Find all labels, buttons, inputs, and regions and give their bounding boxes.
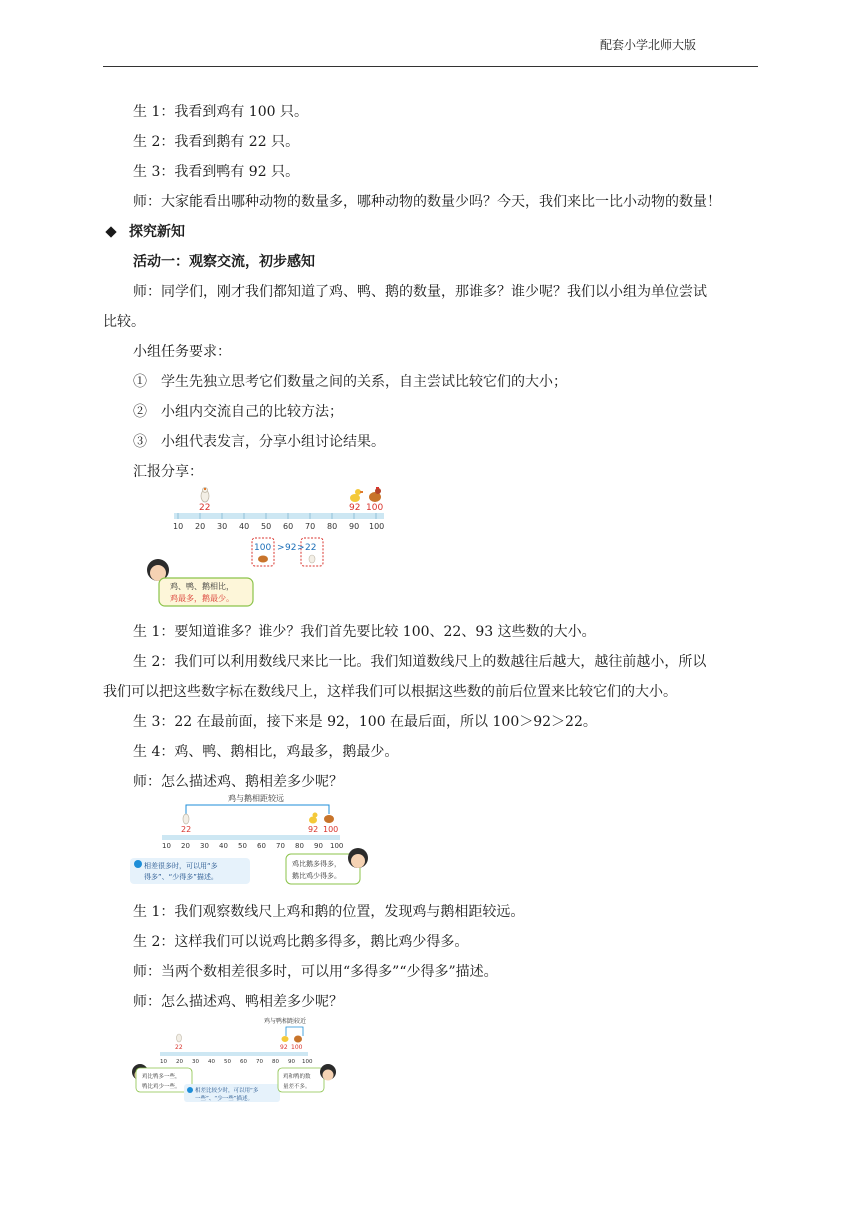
chicken-icon [258,556,268,563]
tick-label: 30 [200,842,209,850]
list-item: ① 学生先独立思考它们数量之间的关系，自主尝试比较它们的大小； [133,374,567,390]
note-icon [134,860,142,868]
goose-icon [177,1034,182,1042]
note-text: 一些”、“少一些”描述。 [195,1096,254,1102]
bubble-text: 鸭比鸡少一些。 [142,1084,181,1090]
tick-label: 40 [219,842,228,850]
tick-label: 100 [330,842,344,850]
tick-label: 50 [224,1059,231,1065]
paragraph: 师：当两个数相差很多时，可以用“多得多”“少得多”描述。 [133,964,498,980]
mark-label: 22 [199,503,211,513]
chicken-icon [294,1036,302,1043]
section-title: 探究新知 [129,224,185,240]
note-text: 相差很多时，可以用“多 [144,862,218,870]
bubble-text: 鸡最多，鹅最少。 [170,594,234,603]
bubble-text: 鸡比鸭多一些， [142,1074,181,1080]
duck-icon [309,813,318,824]
paragraph: 生 2：这样我们可以说鸡比鹅多得多，鹅比鸡少得多。 [133,934,469,950]
paragraph: 生 2：我们可以利用数线尺来比一比。我们知道数线尺上的数越往后越大，越往前越小，所以 [133,654,707,670]
mark-label: 22 [181,825,192,834]
tick-label: 60 [257,842,266,850]
paragraph: 师：怎么描述鸡、鹅相差多少呢？ [133,774,343,790]
note-icon [187,1087,193,1093]
number-line-figure-2 [126,792,382,888]
paragraph: 我们可以把这些数字标在数线尺上，这样我们可以根据这些数的前后位置来比较它们的大小。 [103,684,677,700]
tick-label: 50 [238,842,247,850]
number-line-figure-3 [132,1014,336,1102]
tick-label: 100 [302,1059,313,1065]
list-item: ② 小组内交流自己的比较方法； [133,404,343,420]
list-item: ③ 小组代表发言，分享小组讨论结果。 [133,434,385,450]
child-avatar [348,848,368,868]
figure-title: 鸡与鹅相距较远 [228,794,284,803]
tick-label: 80 [327,522,338,531]
tick-label: 10 [173,522,184,531]
mark-label: 100 [366,503,384,513]
compare-value: 92 [285,543,297,553]
compare-symbol: > [297,543,305,553]
note-text: 得多”、“少得多”描述。 [144,873,218,881]
tick-label: 100 [369,522,385,531]
goose-icon [183,814,189,824]
tick-label: 60 [240,1059,247,1065]
number-line-figure-1 [140,484,400,608]
duck-icon [282,1036,289,1042]
tick-label: 40 [208,1059,215,1065]
distance-bracket [286,1027,303,1036]
tick-label: 90 [288,1059,295,1065]
tick-label: 70 [256,1059,263,1065]
tick-label: 40 [239,522,250,531]
mark-label: 92 [280,1044,288,1051]
tick-label: 50 [261,522,272,531]
mark-label: 100 [323,825,339,834]
bubble-text: 鸡比鹅多得多， [292,860,341,868]
tick-label: 70 [305,522,316,531]
paragraph: 生 4：鸡、鸭、鹅相比，鸡最多，鹅最少。 [133,744,399,760]
section-heading [103,222,185,242]
header-rule [103,66,758,67]
tick-label: 80 [295,842,304,850]
distance-bracket [186,805,329,814]
tick-label: 10 [162,842,171,850]
tick-label: 70 [276,842,285,850]
paragraph: 生 3：22 在最前面，接下来是 92，100 在最后面，所以 100＞92＞22。 [133,714,597,730]
mark-label: 100 [291,1044,303,1051]
paragraph: 汇报分享： [133,464,203,480]
chicken-icon [369,487,381,502]
tick-label: 20 [181,842,190,850]
paragraph: 师：怎么描述鸡、鸭相差多少呢？ [133,994,343,1010]
tick-label: 90 [349,522,360,531]
paragraph: 师：同学们，刚才我们都知道了鸡、鸭、鹅的数量，那谁多？谁少呢？我们以小组为单位尝试 [133,284,707,300]
chicken-icon [324,815,334,823]
tick-label: 20 [176,1059,183,1065]
compare-value: 100 [254,543,272,553]
goose-icon [309,555,315,563]
bubble-text: 量差不多。 [283,1084,311,1090]
tick-label: 20 [195,522,206,531]
figure-title: 鸡与鸭相距较近 [264,1018,307,1025]
paragraph: 师：大家能看出哪种动物的数量多，哪种动物的数量少吗？今天，我们来比一比小动物的数量！ [133,194,721,210]
tick-label: 80 [272,1059,279,1065]
paragraph: 生 1：要知道谁多？谁少？我们首先要比较 100、22、93 这些数的大小。 [133,624,596,640]
paragraph: 生 1：我看到鸡有 100 只。 [133,104,308,120]
paragraph: 小组任务要求： [133,344,231,360]
tick-label: 90 [314,842,323,850]
activity-heading: 活动一：观察交流，初步感知 [133,254,315,270]
duck-icon [350,489,363,502]
compare-value: 22 [305,543,317,553]
mark-label: 92 [308,825,319,834]
page-header: 配套小学北师大版 [600,38,697,52]
bubble-text: 鹅比鸡少得多。 [292,872,341,880]
number-line-ruler [162,835,340,840]
tick-label: 30 [192,1059,199,1065]
goose-icon [201,488,209,503]
tick-label: 10 [160,1059,167,1065]
paragraph: 生 1：我们观察数线尺上鸡和鹅的位置，发现鸡与鹅相距较远。 [133,904,525,920]
compare-symbol: > [277,543,285,553]
bubble-text: 鸡和鸭的数 [283,1074,311,1080]
mark-label: 92 [349,503,361,513]
tick-label: 60 [283,522,294,531]
number-line-ruler [160,1052,308,1056]
diamond-bullet-icon [105,226,116,237]
tick-label: 30 [217,522,228,531]
note-text: 相差比较少时，可以用“多 [195,1088,259,1094]
paragraph: 生 2：我看到鹅有 22 只。 [133,134,300,150]
paragraph: 生 3：我看到鸭有 92 只。 [133,164,300,180]
mark-label: 22 [175,1044,183,1051]
paragraph: 比较。 [103,314,145,330]
bubble-text: 鸡、鸭、鹅相比， [170,582,234,591]
number-line-ruler [174,513,384,519]
